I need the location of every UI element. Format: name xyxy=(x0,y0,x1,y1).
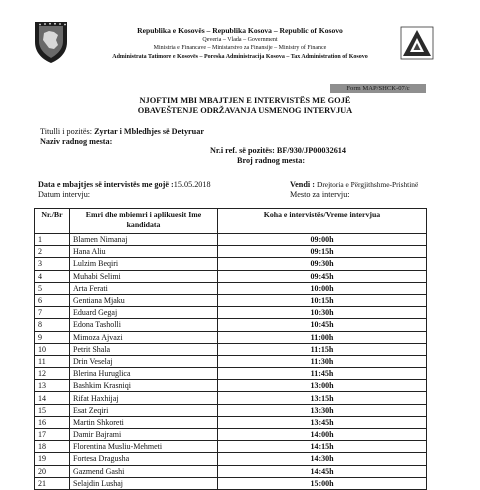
row-number: 18 xyxy=(35,441,70,453)
kosovo-coat-of-arms-icon xyxy=(32,20,70,64)
table-row xyxy=(35,368,427,380)
interview-time: 10:30h xyxy=(218,307,427,319)
applicant-name: Lulzim Beqiri xyxy=(70,258,218,270)
interview-time: 10:00h xyxy=(218,282,427,294)
row-number: 4 xyxy=(35,270,70,282)
interview-time: 13:00h xyxy=(218,380,427,392)
row-number: 20 xyxy=(35,465,70,477)
tax-administration-logo-icon xyxy=(400,26,434,60)
table-row xyxy=(35,282,427,294)
applicant-name: Rifat Haxhijaj xyxy=(70,392,218,404)
form-reference: Form MAP/SHCK-07/c xyxy=(330,84,426,93)
applicant-name: Martin Shkoreti xyxy=(70,416,218,428)
row-number: 1 xyxy=(35,234,70,246)
table-row xyxy=(35,355,427,367)
header-name: Emri dhe mbiemri i aplikuesit Ime kandidata xyxy=(70,209,218,234)
row-number: 8 xyxy=(35,319,70,331)
applicant-name: Eduard Gegaj xyxy=(70,307,218,319)
table-row xyxy=(35,343,427,355)
table-row xyxy=(35,294,427,306)
interview-date-label-serbian: Datum intervju: xyxy=(38,190,91,199)
row-number: 5 xyxy=(35,282,70,294)
row-number: 14 xyxy=(35,392,70,404)
applicant-name: Gazmend Gashi xyxy=(70,465,218,477)
interview-time: 14:30h xyxy=(218,453,427,465)
interview-date-value: 15.05.2018 xyxy=(173,180,211,189)
row-number: 21 xyxy=(35,477,70,489)
header-republic: Republika e Kosovës – Republika Kosova – Republic of Kosovo xyxy=(137,26,343,35)
interview-time: 09:00h xyxy=(218,234,427,246)
venue-field xyxy=(290,180,418,189)
row-number: 2 xyxy=(35,246,70,258)
interview-time: 11:30h xyxy=(218,355,427,367)
table-body xyxy=(35,234,427,490)
table-row xyxy=(35,392,427,404)
document-title-albanian: NJOFTIM MBI MBAJTJEN E INTERVISTËS ME GOJË xyxy=(139,96,351,105)
interview-time: 13:30h xyxy=(218,404,427,416)
row-number: 17 xyxy=(35,429,70,441)
applicant-name: Muhabi Selimi xyxy=(70,270,218,282)
interview-time: 13:15h xyxy=(218,392,427,404)
interview-time: 11:15h xyxy=(218,343,427,355)
interview-time: 14:45h xyxy=(218,465,427,477)
position-value: Zyrtar i Mbledhjes së Detyruar xyxy=(94,127,204,136)
row-number: 9 xyxy=(35,331,70,343)
applicant-name: Hana Aliu xyxy=(70,246,218,258)
interview-schedule-table xyxy=(34,208,427,490)
interview-time: 10:15h xyxy=(218,294,427,306)
table-row xyxy=(35,246,427,258)
table-row xyxy=(35,380,427,392)
applicant-name: Blerina Huruglica xyxy=(70,368,218,380)
applicant-name: Esat Zeqiri xyxy=(70,404,218,416)
row-number: 7 xyxy=(35,307,70,319)
interview-time: 11:45h xyxy=(218,368,427,380)
applicant-name: Bashkim Krasniqi xyxy=(70,380,218,392)
applicant-name: Florentina Musliu-Mehmeti xyxy=(70,441,218,453)
applicant-name: Blamen Nimanaj xyxy=(70,234,218,246)
reference-label-serbian: Broj radnog mesta: xyxy=(237,156,306,165)
table-row xyxy=(35,331,427,343)
header-government: Qeveria – Vlada – Government xyxy=(202,37,278,43)
applicant-name: Petrit Shala xyxy=(70,343,218,355)
reference-field xyxy=(210,146,346,155)
table-row xyxy=(35,465,427,477)
table-row xyxy=(35,429,427,441)
applicant-name: Drin Veselaj xyxy=(70,355,218,367)
position-field xyxy=(40,127,204,136)
row-number: 19 xyxy=(35,453,70,465)
header-time: Koha e intervistës/Vreme intervjua xyxy=(218,209,427,234)
header-nr: Nr./Br xyxy=(35,209,70,234)
applicant-name: Mimoza Ajvazi xyxy=(70,331,218,343)
interview-time: 10:45h xyxy=(218,319,427,331)
interview-time: 09:45h xyxy=(218,270,427,282)
table-row xyxy=(35,441,427,453)
interview-time: 09:30h xyxy=(218,258,427,270)
table-row xyxy=(35,319,427,331)
row-number: 12 xyxy=(35,368,70,380)
applicant-name: Gentiana Mjaku xyxy=(70,294,218,306)
table-row xyxy=(35,416,427,428)
reference-value: BF/930/JP00032614 xyxy=(276,146,346,155)
table-row xyxy=(35,234,427,246)
applicant-name: Damir Bajrami xyxy=(70,429,218,441)
row-number: 3 xyxy=(35,258,70,270)
table-row xyxy=(35,270,427,282)
applicant-name: Arta Ferati xyxy=(70,282,218,294)
reference-label: Nr.i ref. së pozitës: xyxy=(210,146,275,155)
table-row xyxy=(35,404,427,416)
row-number: 11 xyxy=(35,355,70,367)
table-row xyxy=(35,477,427,489)
header-administration: Administrata Tatimore e Kosovës – Poreska Administracija Kosova – Tax Administration of Kosovo xyxy=(112,54,368,60)
interview-time: 14:15h xyxy=(218,441,427,453)
header-ministry: Ministria e Financave – Ministarstvo za Finansije – Ministry of Finance xyxy=(153,45,327,51)
applicant-name: Fortesa Dragusha xyxy=(70,453,218,465)
interview-time: 09:15h xyxy=(218,246,427,258)
row-number: 16 xyxy=(35,416,70,428)
venue-value: Drejtoria e Përgjithshme-Prishtinë xyxy=(317,180,419,189)
interview-date-field xyxy=(38,180,211,189)
row-number: 10 xyxy=(35,343,70,355)
interview-time: 14:00h xyxy=(218,429,427,441)
interview-time: 13:45h xyxy=(218,416,427,428)
table-row xyxy=(35,258,427,270)
position-label: Titulli i pozitës: xyxy=(40,127,93,136)
document-title-serbian: OBAVEŠTENJE ODRŽAVANJA USMENOG INTERVJUA xyxy=(137,106,353,115)
venue-label: Vendi : xyxy=(290,180,315,189)
applicant-name: Selajdin Lushaj xyxy=(70,477,218,489)
table-row xyxy=(35,453,427,465)
row-number: 13 xyxy=(35,380,70,392)
position-label-serbian: Naziv radnog mesta: xyxy=(40,137,113,146)
interview-time: 15:00h xyxy=(218,477,427,489)
interview-date-label: Data e mbajtjes së intervistës me gojë : xyxy=(38,180,174,189)
venue-label-serbian: Mesto za intervju: xyxy=(290,190,350,199)
row-number: 15 xyxy=(35,404,70,416)
interview-time: 11:00h xyxy=(218,331,427,343)
applicant-name: Edona Tasholli xyxy=(70,319,218,331)
row-number: 6 xyxy=(35,294,70,306)
table-row xyxy=(35,307,427,319)
table-header-row xyxy=(35,209,427,234)
